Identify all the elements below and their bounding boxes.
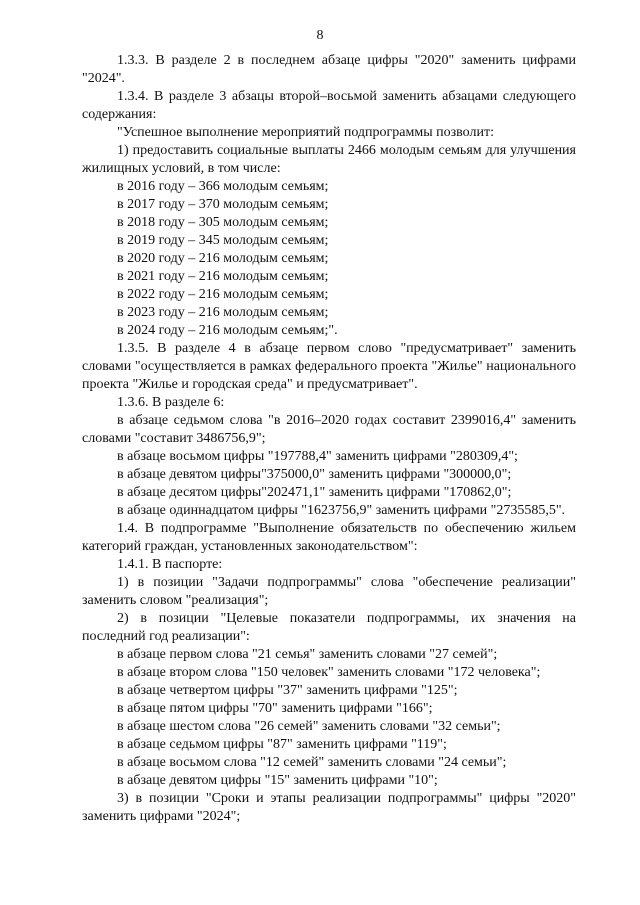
amendment-line: в абзаце восьмом слова "12 семей" заменить словами "24 семьи"; bbox=[117, 755, 507, 770]
passport-item-3: 3) в позиции "Сроки и этапы реализации подпрограммы" цифры "2020" заменить цифрами "2024"; bbox=[82, 791, 576, 824]
paragraph-1-3-4: 1.3.4. В разделе 3 абзацы второй–восьмой заменить абзацами следующего содержания: bbox=[82, 89, 576, 122]
amendment-line: в абзаце пятом цифры "70" заменить цифрами "166"; bbox=[117, 701, 433, 716]
year-line: в 2017 году – 370 молодым семьям; bbox=[117, 197, 329, 212]
amendment-line: в абзаце седьмом слова "в 2016–2020 годах составит 2399016,4" заменить словами "составит 3486756,9"; bbox=[82, 413, 576, 446]
paragraph-1-4-1: 1.4.1. В паспорте: bbox=[117, 557, 223, 572]
year-line: в 2020 году – 216 молодым семьям; bbox=[117, 251, 329, 266]
passport-item-1: 1) в позиции "Задачи подпрограммы" слова "обеспечение реализации" заменить словом "реализация"; bbox=[82, 575, 576, 608]
amendment-line: в абзаце десятом цифры"202471,1" заменить цифрами "170862,0"; bbox=[117, 485, 512, 500]
amendment-line: в абзаце шестом слова "26 семей" заменить словами "32 семьи"; bbox=[117, 719, 501, 734]
amendment-line: в абзаце восьмом цифры "197788,4" заменить цифрами "280309,4"; bbox=[117, 449, 518, 464]
page-number: 8 bbox=[316, 28, 324, 43]
document-body bbox=[82, 52, 576, 826]
passport-item-2: 2) в позиции "Целевые показатели подпрограммы, их значения на последний год реализации": bbox=[82, 611, 576, 644]
year-line: в 2016 году – 366 молодым семьям; bbox=[117, 179, 329, 194]
amendment-line: в абзаце седьмом цифры "87" заменить цифрами "119"; bbox=[117, 737, 447, 752]
paragraph-1-3-6: 1.3.6. В разделе 6: bbox=[117, 395, 225, 410]
year-line: в 2018 году – 305 молодым семьям; bbox=[117, 215, 329, 230]
year-line: в 2022 году – 216 молодым семьям; bbox=[117, 287, 329, 302]
year-line: в 2019 году – 345 молодым семьям; bbox=[117, 233, 329, 248]
paragraph-1-3-3: 1.3.3. В разделе 2 в последнем абзаце цифры "2020" заменить цифрами "2024". bbox=[82, 53, 576, 86]
amendment-line: в абзаце четвертом цифры "37" заменить цифрами "125"; bbox=[117, 683, 458, 698]
paragraph-1-3-5: 1.3.5. В разделе 4 в абзаце первом слово "предусматривает" заменить словами "осуществляется в рамках федерального проекта "Жилье" национального проекта "Жилье и городская среда" и предусматривает". bbox=[82, 341, 576, 392]
amendment-line: в абзаце девятом цифры"375000,0" заменить цифрами "300000,0"; bbox=[117, 467, 512, 482]
item-1-social-payments: 1) предоставить социальные выплаты 2466 молодым семьям для улучшения жилищных условий, в том числе: bbox=[82, 143, 576, 176]
amendment-line: в абзаце первом слова "21 семья" заменить словами "27 семей"; bbox=[117, 647, 498, 662]
amendment-line: в абзаце одиннадцатом цифры "1623756,9" заменить цифрами "2735585,5". bbox=[117, 503, 566, 518]
amendment-line: в абзаце девятом цифры "15" заменить цифрами "10"; bbox=[117, 773, 438, 788]
amendment-line: в абзаце втором слова "150 человек" заменить словами "172 человека"; bbox=[117, 665, 541, 680]
year-line: в 2023 году – 216 молодым семьям; bbox=[117, 305, 329, 320]
quote-intro: "Успешное выполнение мероприятий подпрограммы позволит: bbox=[117, 125, 494, 140]
paragraph-1-4: 1.4. В подпрограмме "Выполнение обязательств по обеспечению жильем категорий граждан, установленных законодательством": bbox=[82, 521, 576, 554]
year-line: в 2024 году – 216 молодым семьям;". bbox=[117, 323, 338, 338]
year-line: в 2021 году – 216 молодым семьям; bbox=[117, 269, 329, 284]
